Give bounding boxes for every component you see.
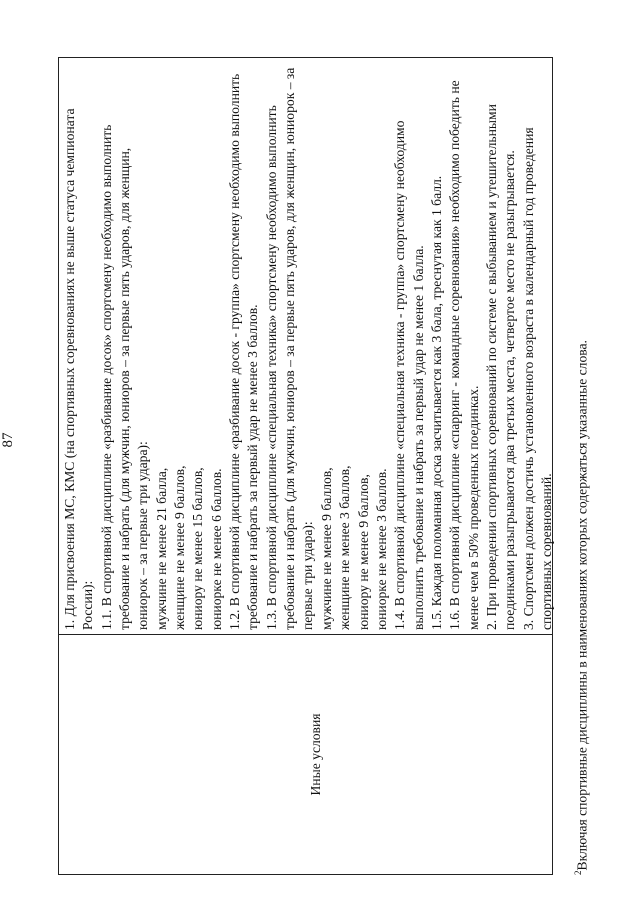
content-line: женщине не менее 3 баллов,: [337, 465, 353, 630]
content-line: выполнить требование и набрать за первый удар не менее 1 балла.: [410, 245, 426, 630]
content-line: требование и набрать (для мужчин, юниоров – за первые пять ударов, для женщин,: [117, 147, 133, 630]
content-line: 1.1. В спортивной дисциплине «разбивание досок» спортсмену необходимо выполнить: [98, 124, 114, 630]
content-line: 1.6. В спортивной дисциплине «спарринг - командные соревнования» необходимо победить не: [447, 80, 463, 630]
content-line: 2. При проведении спортивных соревнований по системе с выбыванием и утешительными: [483, 104, 499, 630]
table-content-cell: [59, 58, 552, 634]
content-line: юниорок – за первые три удара):: [135, 441, 151, 630]
content-line: юниору не менее 9 баллов,: [355, 474, 371, 630]
content-line: требование и набрать (для мужчин, юниоров – за первые пять ударов, для женщин, юниорок – за: [282, 67, 298, 630]
content-line: юниору не менее 15 баллов,: [190, 467, 206, 630]
content-line: женщине не менее 9 баллов,: [172, 465, 188, 630]
content-line: требование и набрать за первый удар не менее 3 баллов.: [245, 304, 261, 630]
content-line: поединками разыгрываются два третьих места, четвертое место не разыгрывается.: [502, 150, 518, 630]
footnote-text: Включая спортивные дисциплины в наименованиях которых содержаться указанные слова.: [574, 340, 590, 871]
content-line: юниорке не менее 3 баллов.: [373, 468, 389, 630]
conditions-table: [58, 57, 553, 875]
table-label-text: Иные условия: [308, 713, 323, 796]
content-line: 1.2. В спортивной дисциплине «разбивание досок - группа» спортсмену необходимо выполнить: [227, 73, 243, 630]
content-line: юниорке не менее 6 баллов.: [208, 468, 224, 630]
footnote-marker: 2: [573, 870, 583, 875]
content-line: первые три удара):: [300, 521, 316, 630]
content-line: 3. Спортсмен должен достичь установленного возраста в календарный год проведения: [520, 127, 536, 630]
content-line: мужчине не менее 21 балла,: [153, 467, 169, 630]
page-number: 87: [0, 432, 16, 448]
content-line: 1.5. Каждая поломанная доска засчитывается как 3 бала, треснутая как 1 балл.: [428, 175, 444, 630]
content-line: 1.4. В спортивной дисциплине «специальная техника - группа» спортсмену необходимо: [392, 120, 408, 630]
content-line: 1.3. В спортивной дисциплине «специальная техника» спортсмену необходимо выполнить: [263, 105, 279, 630]
content-line: спортивных соревнований.: [538, 473, 554, 630]
footnote: [570, 340, 591, 875]
content-line: мужчине не менее 9 баллов,: [318, 467, 334, 630]
content-line: 1. Для присвоения МС, КМС (на спортивных соревнованиях не выше статуса чемпионата: [62, 108, 77, 630]
content-line: России):: [80, 580, 96, 630]
table-label-cell: [59, 634, 552, 874]
content-line: менее чем в 50% проведенных поединках.: [465, 385, 481, 630]
